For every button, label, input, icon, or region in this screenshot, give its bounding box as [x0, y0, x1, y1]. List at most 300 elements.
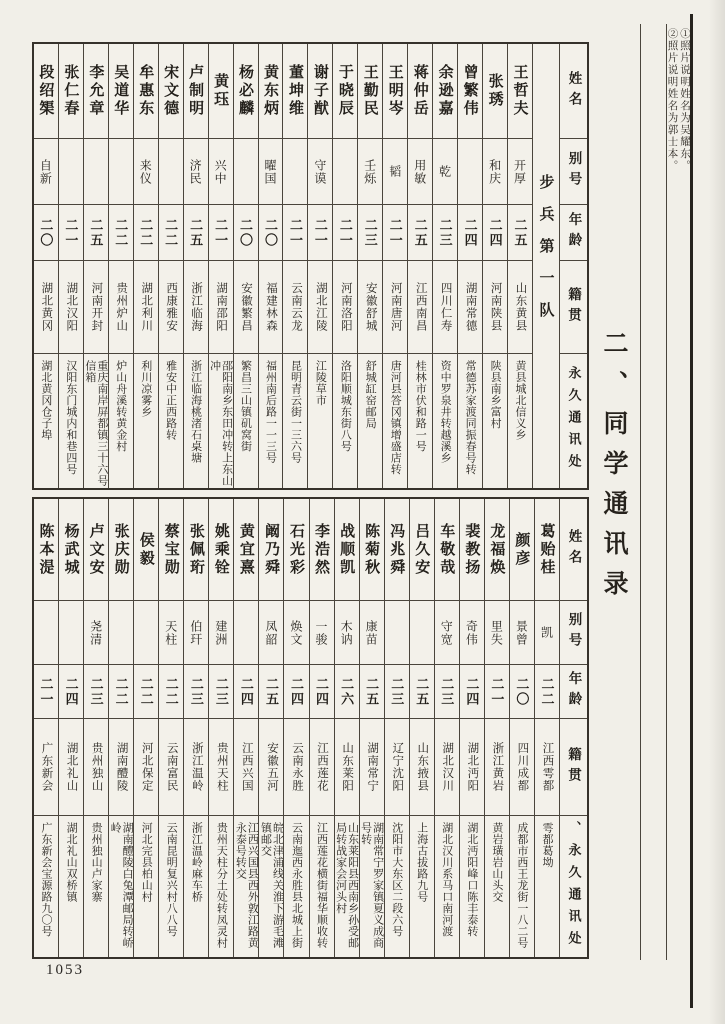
entry-age-text: 二四 [63, 676, 79, 707]
entry-column [357, 44, 382, 488]
entry-alias [259, 139, 283, 205]
entry-name-text: 吴道华 [112, 64, 129, 118]
entry-age-text: 二二 [163, 217, 179, 248]
entry-column [58, 44, 83, 488]
entry-alias [34, 139, 58, 205]
entry-name-text: 吕久安 [413, 522, 430, 577]
entry-age [84, 665, 108, 719]
entry-native-text: 安徽五河 [265, 742, 278, 792]
entry-native [84, 719, 108, 816]
entry-age [333, 205, 357, 261]
entry-address-text: 浙江临海桃渚石桌塘 [189, 360, 202, 464]
entry-native-text: 四川成都 [516, 742, 529, 792]
entry-column [108, 499, 133, 957]
entry-name [458, 44, 482, 139]
entry-alias-text: 开厚 [512, 158, 527, 185]
entry-name-text: 于晓辰 [336, 64, 353, 118]
entry-column [158, 499, 183, 957]
entry-column [133, 499, 158, 957]
entry-column [83, 44, 108, 488]
entry-name-text: 张佩珩 [187, 522, 204, 577]
header-name-label-text: 姓名 [566, 70, 582, 112]
entry-address-text: 陕县南乡富村 [489, 360, 502, 429]
entry-age [159, 665, 183, 719]
entry-age-text: 二五 [512, 217, 528, 248]
entry-native-text: 湖南常德 [464, 282, 477, 332]
header-age-label-text: 年龄 [566, 671, 582, 712]
entry-age [184, 665, 208, 719]
entry-alias [283, 139, 307, 205]
entry-column [534, 499, 559, 957]
entry-address [59, 354, 83, 488]
entry-age-text: 二四 [289, 676, 304, 707]
entry-native-text: 云南永胜 [291, 742, 303, 792]
header-name-label [560, 499, 587, 601]
entry-native [460, 719, 484, 816]
entry-column [432, 44, 457, 488]
entry-native-text: 西康雅安 [165, 282, 178, 332]
entry-native [209, 719, 233, 816]
footnotes [665, 28, 690, 260]
entry-address-text: 雩都葛坳 [540, 822, 553, 868]
entry-address-text: 洛阳顺城东街八号 [339, 360, 352, 452]
entry-alias-text: 和庆 [487, 158, 502, 185]
entry-name [283, 44, 307, 139]
entry-alias [358, 139, 382, 205]
entry-name [84, 44, 108, 139]
entry-age [435, 665, 459, 719]
header-alias-label-text: 别号 [566, 612, 582, 653]
entry-address [308, 354, 332, 488]
page-number: 1053 [46, 962, 84, 978]
entry-native [410, 719, 434, 816]
entry-alias [234, 601, 258, 665]
entry-native-text: 山东莱阳 [341, 742, 354, 792]
entry-name [134, 499, 158, 601]
entry-alias-text: 天柱 [163, 619, 178, 646]
entry-alias-text: 来仪 [138, 158, 153, 185]
entry-native [259, 261, 283, 354]
entry-native-text: 江西南昌 [414, 282, 427, 332]
entry-column [382, 44, 407, 488]
entry-column [482, 44, 507, 488]
entry-address-text: 资中罗泉井转越溪乡 [439, 360, 452, 464]
entry-name-text: 黄珏 [212, 73, 229, 109]
entry-age [134, 205, 158, 261]
entry-column [332, 44, 357, 488]
entry-address [259, 816, 283, 957]
entry-name [209, 499, 233, 601]
entry-alias-text: 尧清 [88, 619, 103, 646]
entry-name [358, 44, 382, 139]
entry-name [184, 44, 208, 139]
group-label [533, 44, 559, 488]
entry-name-text: 龙福焕 [488, 522, 505, 577]
entry-alias [485, 601, 509, 665]
entry-name-text: 李允章 [87, 64, 104, 118]
entry-name-text: 牟惠东 [137, 64, 154, 118]
entry-alias-text: 壬烁 [362, 158, 377, 185]
entry-name [234, 499, 258, 601]
entry-age-text: 二二 [138, 217, 154, 248]
header-address-label-text: 永久通讯处 [566, 366, 582, 476]
entry-name [408, 44, 432, 139]
entry-name-text: 段绍榘 [37, 64, 54, 118]
entry-age [234, 665, 258, 719]
entry-native [59, 261, 83, 354]
entry-column [509, 499, 534, 957]
entry-alias [134, 139, 158, 205]
entry-name-text: 战顺凯 [338, 522, 355, 577]
entry-age [209, 665, 233, 719]
entry-column [233, 44, 258, 488]
entry-name-text: 裴教扬 [463, 522, 480, 577]
entry-address-text: 常德苏家渡同振春号转 [464, 360, 477, 475]
entry-native [535, 719, 559, 816]
entry-name [360, 499, 384, 601]
entry-alias [333, 139, 357, 205]
entry-native-text: 河北保定 [140, 742, 153, 792]
entry-age [510, 665, 534, 719]
entry-column [459, 499, 484, 957]
entry-age [34, 665, 58, 719]
entry-age-text: 二一 [489, 676, 505, 707]
entry-column [307, 44, 332, 488]
entry-age-text: 二三 [437, 217, 453, 248]
entry-alias [310, 601, 334, 665]
entry-age [59, 665, 83, 719]
entry-alias-text: 建洲 [213, 619, 228, 646]
entry-alias [209, 139, 233, 205]
entry-age-text: 二五 [188, 217, 204, 248]
entry-alias-text: 一骏 [314, 619, 329, 646]
entry-age-text: 二三 [188, 676, 204, 707]
entry-native-text: 浙江黄岩 [491, 742, 504, 792]
entry-name [385, 499, 409, 601]
entry-name [159, 499, 183, 601]
entry-name-text: 葛贻桂 [538, 522, 555, 577]
entry-name [134, 44, 158, 139]
entry-address-text: 浙江温岭麻车桥 [190, 822, 203, 903]
entry-age-text: 二三 [439, 676, 455, 707]
entry-column [359, 499, 384, 957]
entry-age [159, 205, 183, 261]
entry-native-text: 河南开封 [90, 282, 103, 332]
entry-name [159, 44, 183, 139]
entry-alias-text: 乾 [437, 165, 452, 178]
entry-name-text: 陈菊秋 [363, 522, 380, 577]
entry-name [34, 499, 58, 601]
entry-age [109, 205, 133, 261]
entry-native [483, 261, 507, 354]
entry-native [109, 719, 133, 816]
header-alias-label [560, 139, 587, 205]
entry-name [485, 499, 509, 601]
entry-native-text: 湖北礼山 [65, 742, 78, 792]
entry-address-text: 唐河县答冈镇增盛店转 [389, 360, 402, 475]
entry-column [158, 44, 183, 488]
entry-age-text: 二一 [312, 217, 328, 248]
entry-name-text: 曾繁伟 [461, 64, 478, 118]
entry-native-text: 湖南邵阳 [215, 282, 228, 332]
entry-address-text: 雅安中正西路转 [164, 360, 177, 441]
entry-name-text: 杨武城 [62, 522, 79, 577]
entry-age [259, 205, 283, 261]
entry-alias [234, 139, 258, 205]
entry-native-text: 云南云龙 [289, 282, 302, 332]
entry-address-text: 湖北礼山双桥镇 [65, 822, 78, 903]
entry-address [284, 816, 308, 957]
entry-age-text: 二四 [464, 676, 480, 707]
entry-alias-text: 用敏 [412, 158, 427, 185]
entry-name-text: 石光彩 [288, 522, 304, 577]
entry-age-text: 二五 [88, 217, 104, 248]
entry-name [109, 44, 133, 139]
entry-name [59, 44, 83, 139]
entry-name-text: 卢文安 [87, 522, 104, 577]
entry-alias-text: 焕文 [289, 619, 303, 646]
entry-age-text: 二四 [487, 217, 503, 248]
entry-address-text: 舒城缸窑邮局 [364, 360, 377, 429]
entry-alias [259, 601, 283, 665]
entry-address-text: 邵阳南乡东田冲转上东山冲 [208, 360, 233, 487]
entry-age [184, 205, 208, 261]
entry-native [333, 261, 357, 354]
entry-alias-text: 兴中 [213, 158, 228, 185]
entry-native-text: 四川仁寿 [439, 282, 452, 332]
entry-address [535, 816, 559, 957]
entry-column [208, 499, 233, 957]
entry-column [484, 499, 509, 957]
entry-column [34, 44, 58, 488]
entry-alias [408, 139, 432, 205]
entry-address-text: 利川凉雾乡 [139, 360, 152, 418]
entry-age [485, 665, 509, 719]
entry-alias-text: 守谟 [312, 158, 327, 185]
entry-native [234, 261, 258, 354]
entry-name [483, 44, 507, 139]
entry-age [209, 205, 233, 261]
entry-name-text: 张仁春 [62, 64, 79, 118]
header-native-label [560, 261, 587, 354]
entry-name [259, 44, 283, 139]
entry-address-text: 贵州独山卢家寨 [90, 822, 103, 903]
entry-name [308, 44, 332, 139]
entry-name-text: 黄宜熹 [237, 522, 254, 577]
entry-age-text: 二二 [163, 676, 179, 707]
entry-name-text: 车敬哉 [438, 522, 455, 577]
entry-column [183, 44, 208, 488]
entry-column [384, 499, 409, 957]
entry-alias-text: 自新 [38, 158, 53, 185]
entry-age-text: 二三 [213, 676, 229, 707]
entry-alias [458, 139, 482, 205]
entry-name [59, 499, 83, 601]
entry-alias-text: 奇伟 [464, 619, 479, 646]
entry-alias [34, 601, 58, 665]
entry-column [108, 44, 133, 488]
entry-age [410, 665, 434, 719]
entry-address-text: 沈阳市大东区二段六号 [390, 822, 403, 937]
entry-alias-text: 济民 [188, 158, 203, 185]
entry-address [209, 816, 233, 957]
entry-name-text: 冯兆舜 [388, 522, 405, 577]
entry-native [485, 719, 509, 816]
entry-native [59, 719, 83, 816]
entry-native [283, 261, 307, 354]
entry-alias [535, 601, 559, 665]
entry-address [358, 354, 382, 488]
entry-name [310, 499, 334, 601]
margin-rule-inner [640, 24, 641, 960]
entry-column [457, 44, 482, 488]
entry-native [159, 261, 183, 354]
entry-name-text: 张琇 [486, 73, 503, 109]
entry-address [458, 354, 482, 488]
entry-native-text: 福建林森 [264, 282, 277, 332]
entry-native-text: 湖南醴陵 [115, 742, 128, 792]
entry-native [84, 261, 108, 354]
entry-age [310, 665, 334, 719]
entry-alias [435, 601, 459, 665]
entry-name [259, 499, 283, 601]
entry-age-text: 二二 [113, 217, 129, 248]
entry-name [184, 499, 208, 601]
entry-native [134, 261, 158, 354]
entry-native-text: 江西雩都 [541, 742, 554, 792]
footnote-1: ①照片说明姓名为吴耀东。 [679, 28, 690, 172]
entry-age-text: 二六 [339, 676, 355, 707]
entry-address [34, 816, 58, 957]
entry-address-text: 湖南常宁罗家镇夏义成商号转 [359, 822, 384, 949]
entry-native-text: 湖北利川 [140, 282, 153, 332]
entry-name-text: 谢子猷 [311, 64, 328, 118]
header-address-label [560, 354, 587, 488]
entry-alias [184, 139, 208, 205]
entry-age [383, 205, 407, 261]
entry-address-text: 皖北津浦线关淮下游毛滩镇邮交 [259, 822, 284, 949]
entry-address [408, 354, 432, 488]
entry-native [408, 261, 432, 354]
entry-alias [209, 601, 233, 665]
entry-address-text: 河北完县柏山村 [140, 822, 153, 903]
entry-address-text: 广东新会宝源路九〇号 [40, 822, 53, 937]
entry-age-text: 二二 [113, 676, 129, 707]
entry-alias [284, 601, 308, 665]
entry-native [184, 719, 208, 816]
entry-native [34, 719, 58, 816]
entry-address-text: 湖南醴陵白兔潭邮局转峤岭 [109, 822, 134, 949]
entry-native-text: 浙江温岭 [190, 742, 203, 792]
entry-age [433, 205, 457, 261]
entry-native [209, 261, 233, 354]
entry-address [460, 816, 484, 957]
entry-address [435, 816, 459, 957]
entry-native-text: 贵州炉山 [115, 282, 128, 332]
entry-address [109, 354, 133, 488]
entry-alias [410, 601, 434, 665]
entry-alias-text: 凯 [539, 626, 554, 639]
entry-native [435, 719, 459, 816]
entry-column [233, 499, 258, 957]
entry-address [184, 354, 208, 488]
entry-alias [59, 139, 83, 205]
entry-alias-text: 景曾 [514, 619, 529, 646]
entry-alias [460, 601, 484, 665]
entry-name [535, 499, 559, 601]
entry-address-text: 炉山舟溪转黄金村 [114, 360, 127, 452]
entry-age [234, 205, 258, 261]
entry-native-text: 辽宁沈阳 [391, 742, 404, 792]
entry-native [310, 719, 334, 816]
header-age-label-text: 年龄 [566, 212, 582, 253]
entry-alias [59, 601, 83, 665]
entry-alias-text: 曜国 [262, 158, 277, 185]
entry-column [133, 44, 158, 488]
entry-address [159, 816, 183, 957]
entry-name-text: 余逊嘉 [436, 64, 453, 118]
entry-alias-text: 凤韶 [263, 619, 278, 646]
entry-name [510, 499, 534, 601]
entry-address-text: 昆明青云街一三六号 [289, 360, 302, 464]
entry-column [83, 499, 108, 957]
entry-name [34, 44, 58, 139]
entry-age [385, 665, 409, 719]
header-age-label [560, 205, 587, 261]
entry-age [134, 665, 158, 719]
entry-address [84, 816, 108, 957]
directory-table-upper [32, 42, 589, 490]
entry-address [209, 354, 233, 488]
entry-alias [383, 139, 407, 205]
entry-age-text: 二四 [314, 676, 330, 707]
entry-age-text: 二〇 [38, 217, 54, 248]
entry-name [109, 499, 133, 601]
entry-address-text: 成都市西王龙街一八二号 [515, 822, 528, 949]
entry-column [208, 44, 233, 488]
entry-column [34, 499, 58, 957]
entry-address [283, 354, 307, 488]
entry-age-text: 二四 [462, 217, 478, 248]
entry-age-text: 二二 [138, 676, 154, 707]
header-name-label [560, 44, 587, 139]
entry-address [433, 354, 457, 488]
entry-name [333, 44, 357, 139]
entry-alias [385, 601, 409, 665]
entry-column [258, 44, 283, 488]
entry-age-text: 二五 [412, 217, 428, 248]
entry-column [409, 499, 434, 957]
entry-age [460, 665, 484, 719]
entry-age-text: 二〇 [238, 217, 254, 248]
entry-name-text: 张庆勋 [112, 522, 129, 577]
entry-alias [159, 139, 183, 205]
entry-name [335, 499, 359, 601]
header-name-label-text: 姓名 [566, 529, 582, 570]
entry-age [34, 205, 58, 261]
entry-name [410, 499, 434, 601]
entry-address-text: 云南昆明复兴村八八号 [165, 822, 178, 937]
entry-name-text: 阚乃舜 [262, 522, 279, 577]
header-address-label [560, 816, 587, 957]
entry-alias [159, 601, 183, 665]
entry-alias [433, 139, 457, 205]
entry-address-text: 贵州天柱分土处转凤灵村 [215, 822, 228, 949]
entry-age-text: 二五 [414, 676, 430, 707]
entry-age-text: 二三 [389, 676, 405, 707]
entry-name [383, 44, 407, 139]
entry-column [309, 499, 334, 957]
